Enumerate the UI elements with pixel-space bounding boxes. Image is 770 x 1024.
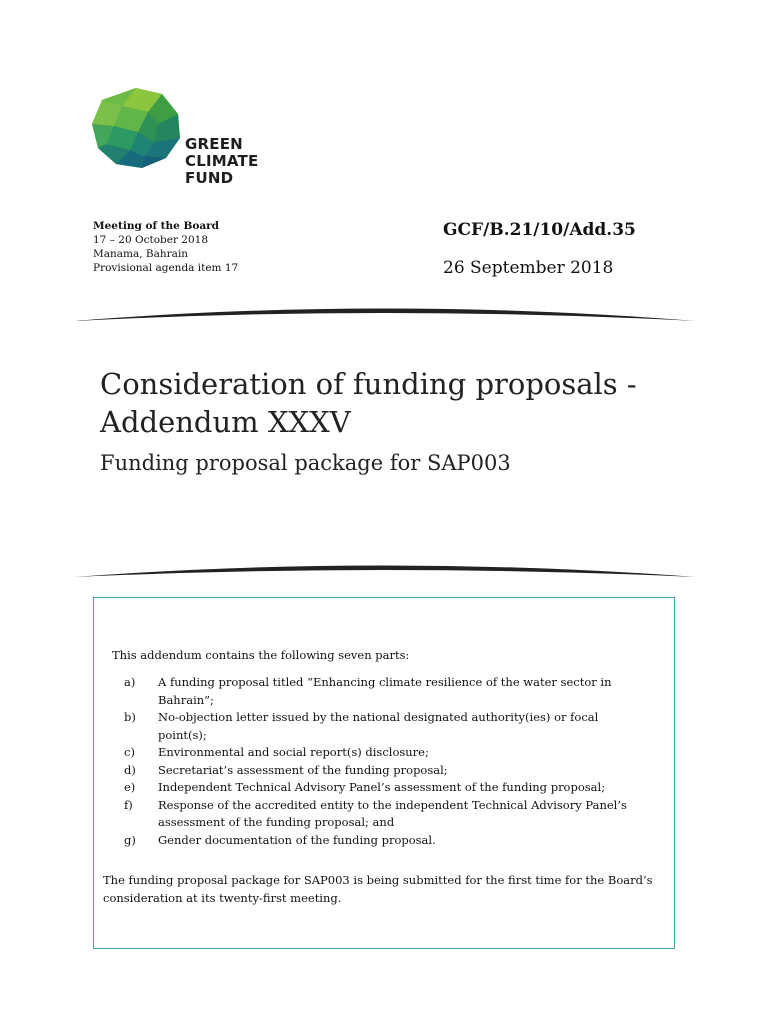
list-marker: a) [124, 675, 136, 689]
meeting-heading: Meeting of the Board [93, 220, 220, 232]
list-item [124, 709, 644, 744]
list-item-text: Independent Technical Advisory Panel’s assessment of the funding proposal; [158, 780, 606, 794]
list-item [124, 797, 644, 832]
list-item-text: Response of the accredited entity to the independent Technical Advisory Panel’s assessment of the funding proposal; and [158, 797, 627, 829]
document-date: 26 September 2018 [443, 258, 614, 278]
document-reference: GCF/B.21/10/Add.35 [443, 220, 636, 240]
parts-list [124, 674, 644, 849]
summary-box [93, 597, 675, 949]
divider-swoosh-top [74, 302, 696, 326]
logo-line-fund: FUND [185, 169, 234, 187]
list-item [124, 674, 644, 709]
list-item-text: Environmental and social report(s) disclosure; [158, 745, 429, 759]
list-item-text: A funding proposal titled “Enhancing climate resilience of the water sector in Bahrain”; [158, 675, 612, 707]
list-marker: g) [124, 832, 136, 847]
list-marker: d) [124, 762, 136, 777]
list-item-text: No-objection letter issued by the national designated authority(ies) or focal point(s); [158, 710, 599, 742]
logo-line-green: GREEN [185, 135, 243, 153]
list-item [124, 744, 644, 762]
meeting-dates: 17 – 20 October 2018 [93, 234, 209, 246]
meeting-info [93, 219, 238, 275]
list-item [124, 762, 644, 780]
list-marker: b) [124, 710, 136, 724]
summary-closing: The funding proposal package for SAP003 is being submitted for the first time for the Board’s consideration at its twenty-first meeting. [103, 873, 653, 905]
list-marker: c) [124, 745, 135, 759]
list-item [124, 779, 644, 797]
page-title: Consideration of funding proposals - Addendum XXXV [100, 367, 637, 439]
list-item [124, 832, 644, 850]
list-item-text: Gender documentation of the funding proposal. [158, 832, 436, 847]
globe-icon [92, 86, 184, 170]
list-marker: f) [124, 797, 133, 812]
page-subtitle: Funding proposal package for SAP003 [100, 451, 511, 475]
divider-swoosh-bottom [74, 560, 696, 584]
meeting-place: Manama, Bahrain [93, 248, 189, 260]
logo-wordmark [185, 136, 258, 187]
list-item-text: Secretariat’s assessment of the funding proposal; [158, 762, 448, 777]
logo-line-climate: CLIMATE [185, 152, 259, 170]
meeting-agenda-item: Provisional agenda item 17 [93, 262, 239, 274]
list-marker: e) [124, 780, 136, 794]
green-climate-fund-logo [92, 86, 272, 186]
summary-intro: This addendum contains the following seven parts: [112, 648, 410, 662]
